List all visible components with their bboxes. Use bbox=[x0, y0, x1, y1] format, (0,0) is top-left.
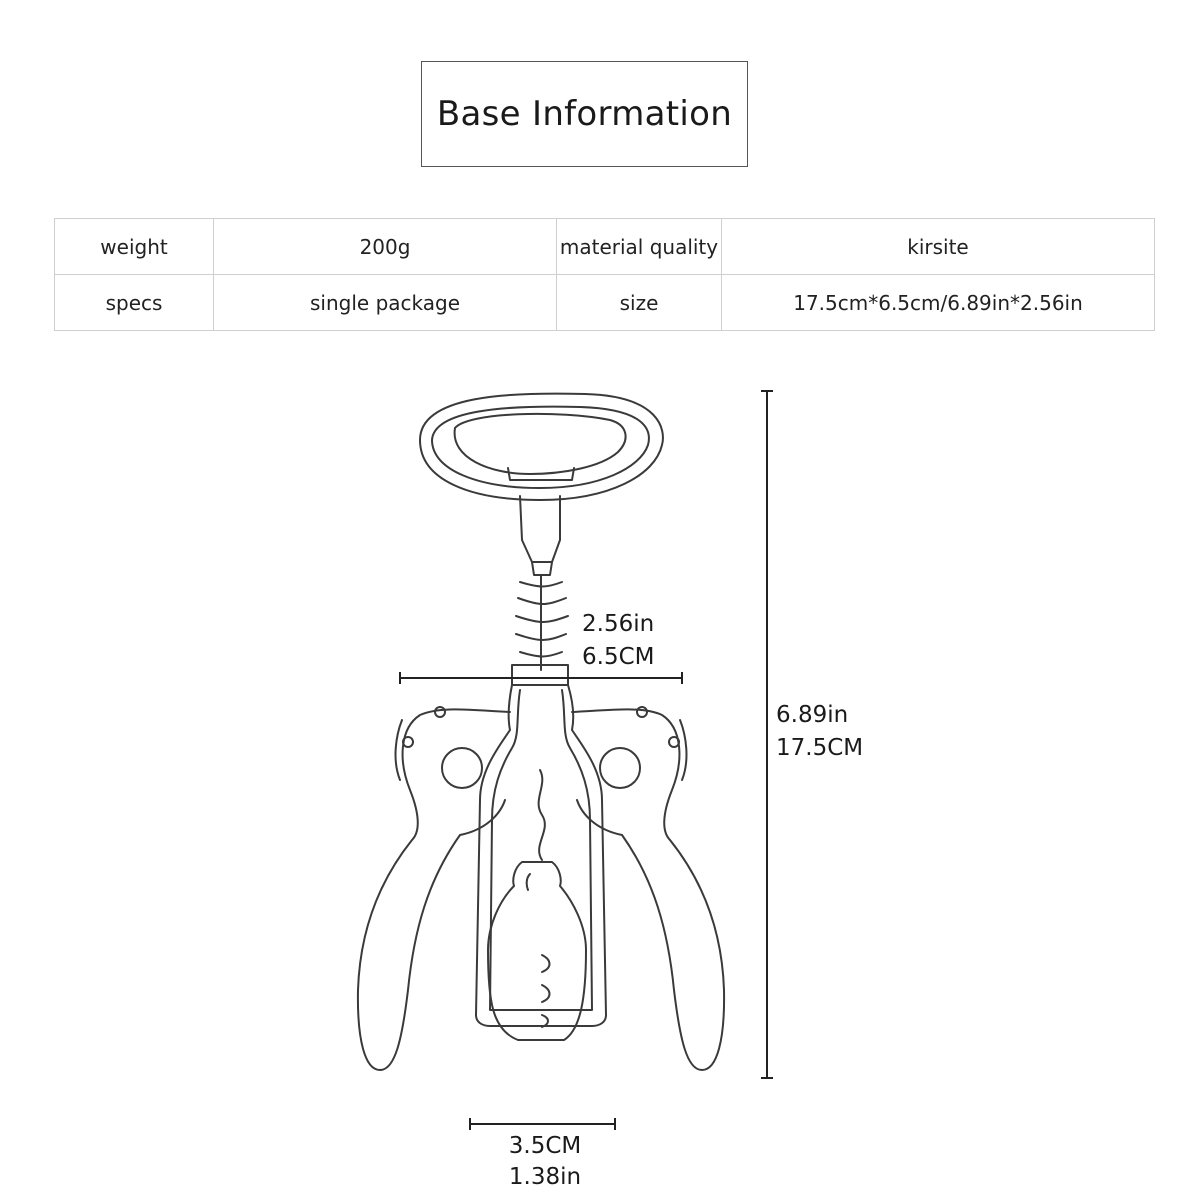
width-inch-label: 2.56in bbox=[582, 611, 655, 637]
spec-label-size: size bbox=[557, 275, 722, 331]
body-frame-icon bbox=[476, 665, 606, 1040]
left-lever-icon bbox=[358, 707, 510, 1070]
spec-value-weight: 200g bbox=[214, 219, 557, 275]
spec-label-specs: specs bbox=[55, 275, 214, 331]
handle-ring-icon bbox=[420, 394, 663, 500]
base-inch-label: 1.38in bbox=[508, 1164, 582, 1190]
base-cm-label: 3.5CM bbox=[508, 1133, 582, 1159]
width-dimension-line bbox=[400, 672, 682, 684]
right-lever-icon bbox=[572, 707, 724, 1070]
page-title: Base Information bbox=[421, 61, 748, 167]
base-dimension-line bbox=[470, 1118, 615, 1130]
spec-value-material: kirsite bbox=[722, 219, 1155, 275]
spec-label-material: material quality bbox=[557, 219, 722, 275]
spec-value-size: 17.5cm*6.5cm/6.89in*2.56in bbox=[722, 275, 1155, 331]
height-inch-label: 6.89in bbox=[776, 702, 849, 728]
width-cm-label: 6.5CM bbox=[582, 644, 655, 670]
spec-value-specs: single package bbox=[214, 275, 557, 331]
height-dimension-line bbox=[761, 391, 773, 1078]
spec-label-weight: weight bbox=[55, 219, 214, 275]
height-cm-label: 17.5CM bbox=[776, 735, 864, 761]
